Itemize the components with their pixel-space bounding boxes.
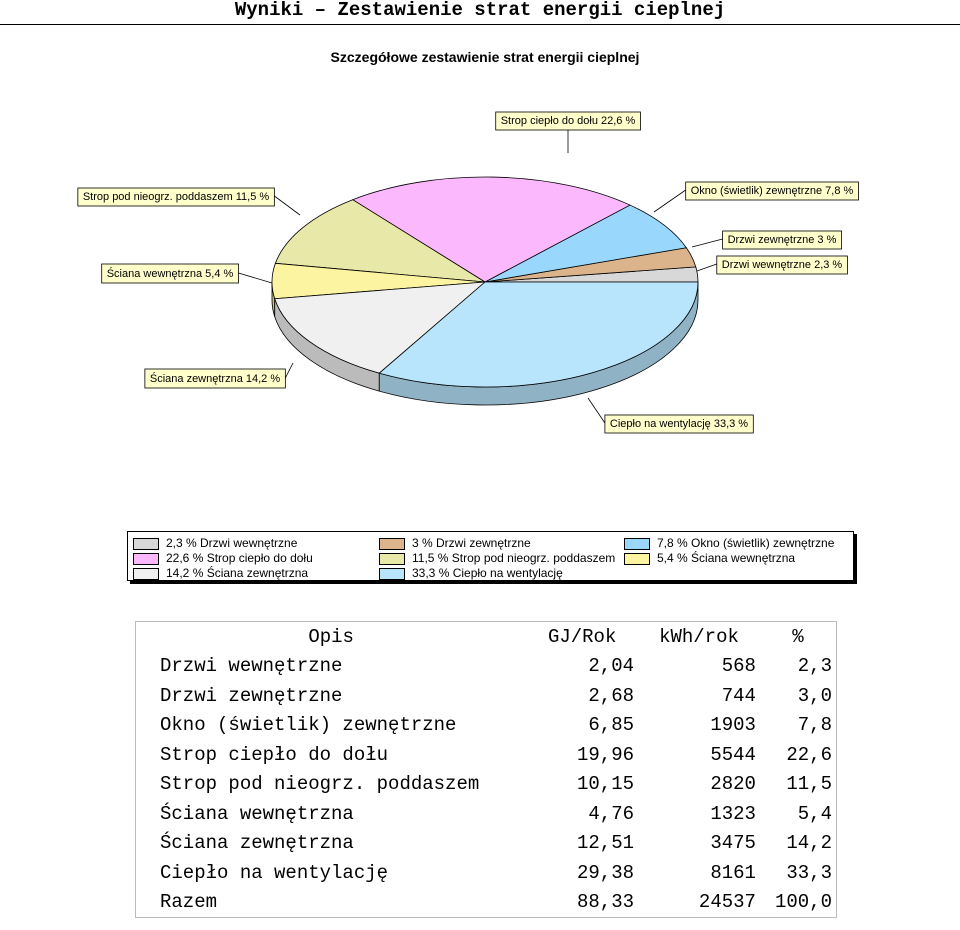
cell-opis: Strop pod nieogrz. poddaszem: [160, 773, 480, 796]
slice-label-text: Drzwi wewnętrzne 2,3 %: [721, 259, 843, 271]
legend-label: 7,8 % Okno (świetlik) zewnętrzne: [657, 536, 835, 550]
table-total-row: [136, 888, 837, 918]
legend-swatch: [379, 568, 405, 580]
cell-gj: 88,33: [577, 891, 635, 914]
table-row: [136, 770, 837, 800]
slice-leader-line: [274, 196, 300, 215]
header-percent: %: [792, 625, 804, 648]
legend-swatch: [624, 538, 650, 550]
legend-swatch: [624, 553, 650, 565]
title-divider: [0, 24, 960, 25]
legend-swatch: [133, 538, 159, 550]
cell-percent: 2,3: [797, 655, 832, 678]
page-title: Wyniki – Zestawienie strat energii cieplnej: [234, 0, 726, 21]
slice-label-text: Ściana wewnętrzna 5,4 %: [106, 268, 234, 280]
header-gj: GJ/Rok: [547, 625, 617, 648]
cell-kwh: 568: [721, 655, 756, 678]
cell-percent: 5,4: [797, 802, 832, 825]
chart-title: Szczegółowe zestawienie strat energii cieplnej: [330, 49, 640, 65]
cell-gj: 10,15: [577, 773, 635, 796]
table-row: [136, 652, 837, 682]
cell-opis: Strop ciepło do dołu: [160, 743, 389, 766]
legend-swatch: [133, 568, 159, 580]
slice-label: [697, 256, 847, 274]
legend-label: 14,2 % Ściana zewnętrzna: [166, 566, 309, 580]
losses-table: [135, 621, 837, 918]
slice-leader-line: [697, 264, 717, 271]
table-row: [136, 858, 837, 888]
cell-gj: 12,51: [577, 832, 635, 855]
table-row: [136, 799, 837, 829]
slice-leader-line: [239, 273, 273, 283]
table-row: [136, 681, 837, 711]
legend-label: 11,5 % Strop pod nieogrz. poddaszem: [412, 551, 616, 565]
cell-gj: 2,04: [588, 655, 635, 678]
cell-opis: Ciepło na wentylację: [160, 861, 389, 884]
legend-label: 5,4 % Ściana wewnętrzna: [657, 551, 796, 565]
header-opis: Opis: [308, 625, 354, 648]
table-row: [136, 829, 837, 859]
slice-label-text: Strop pod nieogrz. poddaszem 11,5 %: [82, 191, 270, 203]
slice-label-text: Ciepło na wentylację 33,3 %: [609, 418, 749, 430]
cell-gj: 19,96: [577, 743, 635, 766]
slice-label: [78, 188, 300, 215]
legend-label: 22,6 % Strop ciepło do dołu: [166, 551, 313, 565]
cell-gj: 6,85: [588, 714, 635, 737]
slice-label: [588, 398, 753, 433]
legend-label: 2,3 % Drzwi wewnętrzne: [166, 536, 298, 550]
cell-opis: Drzwi zewnętrzne: [160, 684, 343, 707]
slice-leader-line: [654, 190, 686, 212]
legend-swatch: [379, 553, 405, 565]
cell-kwh: 24537: [698, 891, 756, 914]
header-kwh: kWh/rok: [659, 625, 739, 648]
cell-kwh: 1903: [710, 714, 756, 737]
cell-opis: Ściana wewnętrzna: [160, 802, 354, 825]
cell-kwh: 3475: [710, 832, 756, 855]
legend-label: 3 % Drzwi zewnętrzne: [412, 536, 531, 550]
slice-label: [654, 182, 859, 212]
cell-percent: 14,2: [786, 832, 832, 855]
cell-percent: 33,3: [786, 861, 832, 884]
pie-tops: [272, 177, 698, 387]
cell-kwh: 8161: [710, 861, 756, 884]
pie-chart: [0, 26, 960, 606]
cell-kwh: 2820: [710, 773, 756, 796]
cell-opis: Okno (świetlik) zewnętrzne: [160, 714, 457, 737]
legend-label: 33,3 % Ciepło na wentylację: [412, 566, 563, 580]
cell-gj: 4,76: [588, 802, 635, 825]
cell-gj: 29,38: [577, 861, 635, 884]
slice-label: [496, 112, 641, 153]
cell-percent: 22,6: [786, 743, 832, 766]
cell-percent: 7,8: [797, 714, 832, 737]
cell-gj: 2,68: [588, 684, 635, 707]
legend-swatch: [379, 538, 405, 550]
table-header-row: [136, 622, 837, 652]
legend-swatch: [133, 553, 159, 565]
slice-label-text: Ściana zewnętrzna 14,2 %: [149, 373, 281, 385]
slice-label-text: Okno (świetlik) zewnętrzne 7,8 %: [690, 185, 854, 197]
slice-label: [102, 264, 272, 283]
slice-label-text: Strop ciepło do dołu 22,6 %: [500, 115, 636, 127]
chart-legend: [127, 531, 854, 581]
cell-opis: Ściana zewnętrzna: [160, 832, 354, 855]
cell-kwh: 1323: [710, 802, 756, 825]
table-row: [136, 711, 837, 741]
cell-percent: 11,5: [786, 773, 832, 796]
slice-label: [692, 231, 842, 249]
cell-opis: Drzwi wewnętrzne: [160, 655, 343, 678]
slice-label: [145, 363, 293, 388]
table-row: [136, 740, 837, 770]
slice-leader-line: [285, 363, 293, 378]
cell-opis: Razem: [160, 891, 218, 914]
cell-percent: 100,0: [774, 891, 832, 914]
slice-label-text: Drzwi zewnętrzne 3 %: [727, 234, 837, 246]
cell-percent: 3,0: [797, 684, 832, 707]
slice-leader-line: [588, 398, 605, 423]
cell-kwh: 744: [721, 684, 756, 707]
slice-leader-line: [692, 239, 723, 247]
cell-kwh: 5544: [710, 743, 756, 766]
